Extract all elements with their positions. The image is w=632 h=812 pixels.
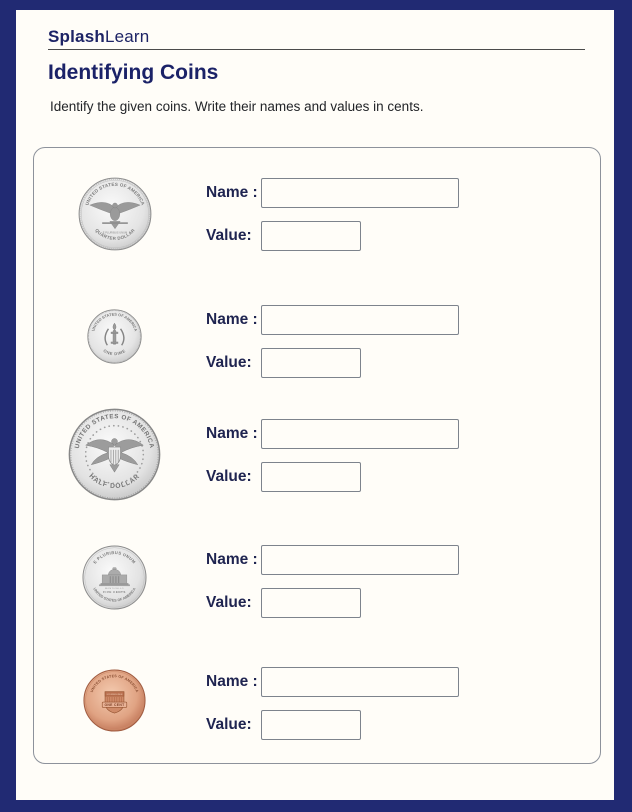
name-input[interactable] — [261, 305, 459, 335]
name-input[interactable] — [261, 419, 459, 449]
penny-coin-image — [83, 669, 146, 732]
value-label: Value: — [206, 594, 252, 611]
name-input[interactable] — [261, 545, 459, 575]
logo-text-bold: Splash — [48, 27, 105, 46]
svg-text:UNITED STATES OF AMERICA: UNITED STATES OF AMERICA — [91, 312, 138, 332]
svg-text:FIVE CENTS: FIVE CENTS — [103, 589, 126, 594]
nickel-coin-image — [82, 545, 147, 610]
coin-row-dime — [34, 305, 600, 409]
value-input[interactable] — [261, 462, 361, 492]
svg-text:E PLURIBUS UNUM: E PLURIBUS UNUM — [102, 231, 128, 235]
name-label: Name : — [206, 311, 258, 328]
instruction-text: Identify the given coins. Write their names and values in cents. — [50, 99, 424, 114]
coin-row-nickel — [34, 545, 600, 649]
svg-text:UNITED STATES OF AMERICA: UNITED STATES OF AMERICA — [92, 587, 137, 603]
svg-text:HALF DOLLAR: HALF DOLLAR — [87, 472, 142, 491]
coin-row-half-dollar — [34, 413, 600, 523]
worksheet-sheet — [16, 10, 614, 800]
svg-text:E PLURIBUS UNUM: E PLURIBUS UNUM — [92, 550, 137, 565]
value-label: Value: — [206, 354, 252, 371]
value-input[interactable] — [261, 710, 361, 740]
name-input[interactable] — [261, 178, 459, 208]
value-input[interactable] — [261, 348, 361, 378]
page-title: Identifying Coins — [48, 61, 219, 84]
svg-text:ONE CENT: ONE CENT — [104, 703, 125, 708]
half-dollar-coin-image — [68, 408, 161, 501]
svg-text:UNITED STATES OF AMERICA: UNITED STATES OF AMERICA — [84, 181, 146, 206]
value-input[interactable] — [261, 221, 361, 251]
name-label: Name : — [206, 673, 258, 690]
svg-text:UNITED STATES OF AMERICA: UNITED STATES OF AMERICA — [89, 674, 140, 694]
header-divider — [48, 49, 585, 50]
svg-text:UNITED STATES OF AMERICA: UNITED STATES OF AMERICA — [73, 413, 156, 450]
coin-row-quarter — [34, 178, 600, 282]
value-label: Value: — [206, 227, 252, 244]
value-input[interactable] — [261, 588, 361, 618]
splashlearn-logo — [48, 27, 149, 47]
name-input[interactable] — [261, 667, 459, 697]
value-label: Value: — [206, 716, 252, 733]
svg-text:E PLURIBUS UNUM: E PLURIBUS UNUM — [106, 694, 123, 697]
coin-row-penny — [34, 667, 600, 771]
svg-text:QUARTER DOLLAR: QUARTER DOLLAR — [94, 227, 136, 241]
name-label: Name : — [206, 184, 258, 201]
logo-text-light: Learn — [104, 27, 150, 46]
name-label: Name : — [206, 425, 258, 442]
quarter-coin-image — [78, 177, 152, 251]
value-label: Value: — [206, 468, 252, 485]
exercise-panel — [33, 147, 601, 764]
svg-text:MONTICELLO: MONTICELLO — [105, 587, 124, 590]
name-label: Name : — [206, 551, 258, 568]
dime-coin-image — [87, 309, 142, 364]
svg-text:ONE DIME: ONE DIME — [102, 347, 127, 357]
